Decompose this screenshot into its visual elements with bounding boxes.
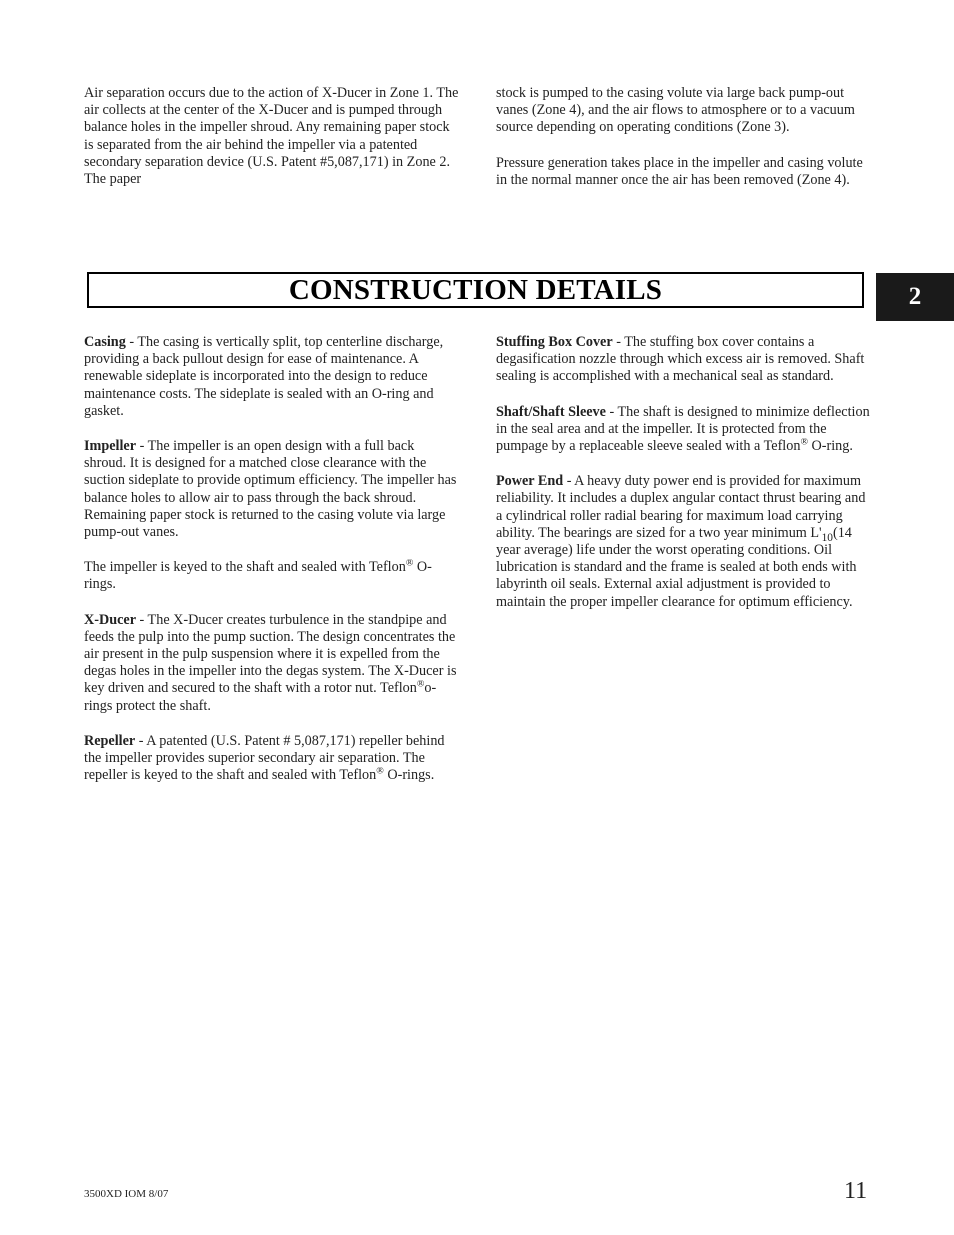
registered-mark: ® xyxy=(416,678,425,690)
keyed-text-b: O-rings. xyxy=(84,559,432,593)
repeller-text-a: - A patented (U.S. Patent # 5,087,171) repeller behind the impeller provides superior secondary air separation. The repeller is keyed to the shaft and sealed with Teflon xyxy=(84,732,445,784)
shaft-text-b: O-ring. xyxy=(807,438,853,455)
repeller-text-b: O-rings. xyxy=(383,767,435,784)
construction-left-column xyxy=(84,334,459,802)
registered-mark: ® xyxy=(376,765,384,777)
stuffing-box-label: Stuffing Box Cover xyxy=(496,334,613,350)
xducer-paragraph xyxy=(84,612,459,715)
section-title: CONSTRUCTION DETAILS xyxy=(288,273,663,306)
section-tab xyxy=(876,273,954,321)
xducer-label: X-Ducer xyxy=(84,611,136,628)
impeller-keyed-paragraph xyxy=(84,559,459,593)
shaft-sleeve-label: Shaft/Shaft Sleeve xyxy=(496,403,606,420)
section-title-box xyxy=(87,272,864,308)
intro-continued-paragraph: stock is pumped to the casing volute via large back pump-out vanes (Zone 4), and the air flows to atmosphere or to a vacuum source depending on operating conditions (Zone 3). xyxy=(496,85,855,136)
casing-label: Casing xyxy=(84,334,126,350)
shaft-sleeve-paragraph xyxy=(496,404,871,456)
casing-text: - The casing is vertically split, top centerline discharge, providing a back pullout design for ease of maintenance. A renewable sideplate is incorporated into the design to reduce maintenance costs. The sideplate is sealed with an O-ring and gasket. xyxy=(84,334,444,419)
stuffing-box-paragraph xyxy=(496,334,871,386)
intro-paragraph: Air separation occurs due to the action of X-Ducer in Zone 1. The air collects at the center of the X-Ducer and is pumped through balance holes in the impeller shroud. Any remaining paper stock is separated from the air behind the impeller via a patented secondary separation device (U.S. Patent #5,087,171) in Zone 2. The paper xyxy=(84,85,459,188)
xducer-text-a: - The X-Ducer creates turbulence in the standpipe and feeds the pulp into the pump suction. The design concentrates the air present in the pulp suspension where it is expelled from the degas holes in the impeller into the degas system. The X-Ducer is key driven and secured to the shaft with a rotor nut. Teflon xyxy=(84,611,457,697)
registered-mark: ® xyxy=(405,557,414,569)
power-end-label: Power End xyxy=(496,473,564,490)
section-tab-number: 2 xyxy=(908,283,922,310)
power-text-a: - A heavy duty power end is provided for maximum reliability. It includes a duplex angular contact thrust bearing and a cylindrical roller radial bearing for maximum load carrying ability. The bearings are sized for a two year minimum L' xyxy=(496,473,866,541)
repeller-paragraph xyxy=(84,733,459,785)
repeller-label: Repeller xyxy=(84,732,136,749)
intro-right-column xyxy=(496,85,871,207)
pressure-paragraph: Pressure generation takes place in the impeller and casing volute in the normal manner once the air has been removed (Zone 4). xyxy=(496,154,863,188)
stuffing-box-text: - The stuffing box cover contains a degasification nozzle through which excess air is removed. Shaft sealing is accomplished with a mechanical seal as standard. xyxy=(496,334,865,385)
impeller-text: - The impeller is an open design with a full back shroud. It is designed for a matched close clearance with the suction sideplate to provide optimum efficiency. The impeller has balance holes to allow air to pass through the back shroud. Remaining paper stock is returned to the casing volute via large pump-out vanes. xyxy=(84,438,457,541)
impeller-label: Impeller xyxy=(84,438,137,455)
keyed-text-a: The impeller is keyed to the shaft and sealed with Teflon xyxy=(84,559,406,576)
intro-left-column xyxy=(84,85,459,206)
impeller-paragraph xyxy=(84,438,459,541)
page-number: 11 xyxy=(844,1178,868,1204)
shaft-text-a: - The shaft is designed to minimize deflection in the seal area and at the impeller. It is protected from the pumpage by a replaceable sleeve sealed with a Teflon xyxy=(496,403,870,455)
xducer-text-b: o-rings protect the shaft. xyxy=(84,680,437,714)
construction-right-column xyxy=(496,334,871,629)
document-id: 3500XD IOM 8/07 xyxy=(84,1188,169,1200)
power-end-paragraph xyxy=(496,473,871,611)
power-text-b: (14 year average) life under the worst operating conditions. Oil lubrication is standard and the frame is sealed at both ends with labyrinth oil seals. External axial adjustment is provided to maintain the proper impeller clearance for optimum efficiency. xyxy=(496,524,857,610)
casing-paragraph xyxy=(84,334,459,420)
subscript-10: 10 xyxy=(821,531,833,544)
registered-mark: ® xyxy=(800,436,808,448)
